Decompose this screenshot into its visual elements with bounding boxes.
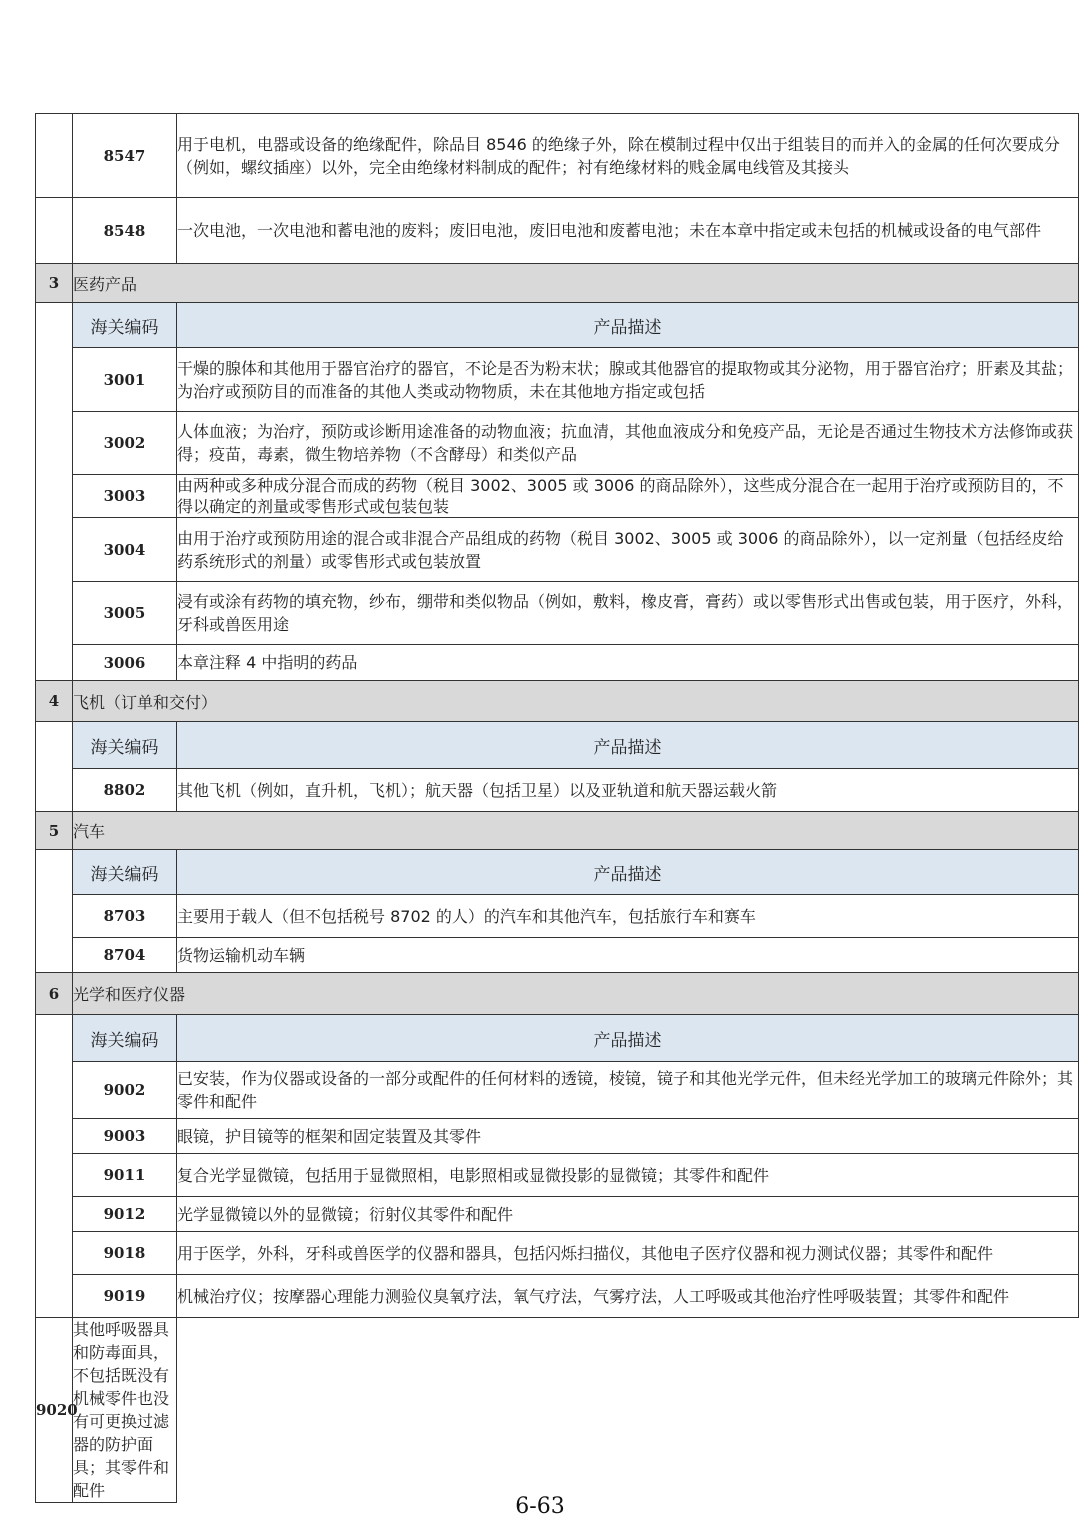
table-row	[36, 412, 1079, 475]
product-description: 光学显微镜以外的显微镜；衍射仪其零件和配件	[177, 1197, 1079, 1232]
header-code: 海关编码	[73, 1015, 177, 1062]
customs-code: 9019	[73, 1275, 177, 1318]
customs-code: 9011	[73, 1154, 177, 1197]
table-row	[36, 348, 1079, 412]
table-row	[36, 582, 1079, 645]
product-description: 由两种或多种成分混合而成的药物（税目 3002、3005 或 3006 的商品除外），这些成分混合在一起用于治疗或预防目的，不得以确定的剂量或零售形式或包装包装	[177, 475, 1079, 518]
table-row	[36, 1318, 1079, 1503]
product-description: 主要用于载人（但不包括税号 8702 的人）的汽车和其他汽车，包括旅行车和赛车	[177, 895, 1079, 938]
product-description: 已安装，作为仪器或设备的一部分或配件的任何材料的透镜，棱镜，镜子和其他光学元件，但未经光学加工的玻璃元件除外；其零件和配件	[177, 1062, 1079, 1119]
customs-code: 3005	[73, 582, 177, 645]
product-description: 由用于治疗或预防用途的混合或非混合产品组成的药物（税目 3002、3005 或 3006 的商品除外），以一定剂量（包括经皮给药系统形式的剂量）或零售形式或包装放置	[177, 518, 1079, 582]
table-row	[36, 198, 1079, 264]
page-number: 6-63	[515, 1494, 565, 1519]
product-description: 机械治疗仪；按摩器心理能力测验仪臭氧疗法，氧气疗法，气雾疗法，人工呼吸或其他治疗性呼吸装置；其零件和配件	[177, 1275, 1079, 1318]
product-description: 浸有或涂有药物的填充物，纱布，绷带和类似物品（例如，敷料，橡皮膏，膏药）或以零售形式出售或包装，用于医疗，外科，牙科或兽医用途	[177, 582, 1079, 645]
header-code: 海关编码	[73, 722, 177, 769]
customs-code: 8704	[73, 938, 177, 973]
section-title: 飞机（订单和交付）	[73, 681, 1079, 722]
header-code: 海关编码	[73, 303, 177, 348]
table-row	[36, 114, 1079, 198]
section-number: 6	[36, 973, 73, 1015]
product-description: 用于医学，外科，牙科或兽医学的仪器和器具，包括闪烁扫描仪，其他电子医疗仪器和视力测试仪器；其零件和配件	[177, 1232, 1079, 1275]
customs-code: 9018	[73, 1232, 177, 1275]
column-header-row	[36, 722, 1079, 769]
product-table	[35, 113, 1079, 1503]
customs-code: 3004	[73, 518, 177, 582]
table-row	[36, 475, 1079, 518]
section-number: 5	[36, 812, 73, 850]
customs-code: 9003	[73, 1119, 177, 1154]
product-description: 人体血液；为治疗，预防或诊断用途准备的动物血液；抗血清，其他血液成分和免疫产品，无论是否通过生物技术方法修饰或获得；疫苗，毒素，微生物培养物（不含酵母）和类似产品	[177, 412, 1079, 475]
product-description: 复合光学显微镜，包括用于显微照相，电影照相或显微投影的显微镜；其零件和配件	[177, 1154, 1079, 1197]
header-description: 产品描述	[177, 850, 1079, 895]
table-row	[36, 1232, 1079, 1275]
header-description: 产品描述	[177, 722, 1079, 769]
customs-code: 8703	[73, 895, 177, 938]
section-row	[36, 681, 1079, 722]
customs-code: 9002	[73, 1062, 177, 1119]
table-row	[36, 895, 1079, 938]
section-number: 3	[36, 264, 73, 303]
table-row	[36, 1275, 1079, 1318]
customs-code: 8548	[73, 198, 177, 264]
table-row	[36, 645, 1079, 681]
section-row	[36, 264, 1079, 303]
table-row	[36, 1154, 1079, 1197]
product-description: 其他飞机（例如，直升机，飞机）；航天器（包括卫星）以及亚轨道和航天器运载火箭	[177, 769, 1079, 812]
column-header-row	[36, 1015, 1079, 1062]
product-description: 本章注释 4 中指明的药品	[177, 645, 1079, 681]
product-description: 干燥的腺体和其他用于器官治疗的器官，不论是否为粉末状；腺或其他器官的提取物或其分泌物，用于器官治疗；肝素及其盐；为治疗或预防目的而准备的其他人类或动物物质，未在其他地方指定或包括	[177, 348, 1079, 412]
product-description: 用于电机，电器或设备的绝缘配件，除品目 8546 的绝缘子外，除在模制过程中仅出于组装目的而并入的金属的任何次要成分（例如，螺纹插座）以外，完全由绝缘材料制成的配件；衬有绝缘材料的贱金属电线管及其接头	[177, 114, 1079, 198]
table-row	[36, 1197, 1079, 1232]
section-title: 光学和医疗仪器	[73, 973, 1079, 1015]
customs-code: 3002	[73, 412, 177, 475]
column-header-row	[36, 850, 1079, 895]
column-header-row	[36, 303, 1079, 348]
header-code: 海关编码	[73, 850, 177, 895]
section-title: 汽车	[73, 812, 1079, 850]
customs-code: 9020	[36, 1318, 73, 1503]
section-row	[36, 812, 1079, 850]
section-number: 4	[36, 681, 73, 722]
customs-code: 3001	[73, 348, 177, 412]
header-description: 产品描述	[177, 303, 1079, 348]
section-title: 医药产品	[73, 264, 1079, 303]
product-description: 眼镜，护目镜等的框架和固定装置及其零件	[177, 1119, 1079, 1154]
customs-code: 3003	[73, 475, 177, 518]
product-description: 其他呼吸器具和防毒面具，不包括既没有机械零件也没有可更换过滤器的防护面具；其零件和配件	[73, 1318, 177, 1503]
product-description: 一次电池，一次电池和蓄电池的废料；废旧电池，废旧电池和废蓄电池；未在本章中指定或未包括的机械或设备的电气部件	[177, 198, 1079, 264]
section-row	[36, 973, 1079, 1015]
table-row	[36, 518, 1079, 582]
customs-code: 3006	[73, 645, 177, 681]
customs-code: 8547	[73, 114, 177, 198]
product-description: 货物运输机动车辆	[177, 938, 1079, 973]
header-description: 产品描述	[177, 1015, 1079, 1062]
customs-code: 9012	[73, 1197, 177, 1232]
table-row	[36, 769, 1079, 812]
table-row	[36, 1119, 1079, 1154]
table-row	[36, 938, 1079, 973]
table-row	[36, 1062, 1079, 1119]
customs-code: 8802	[73, 769, 177, 812]
